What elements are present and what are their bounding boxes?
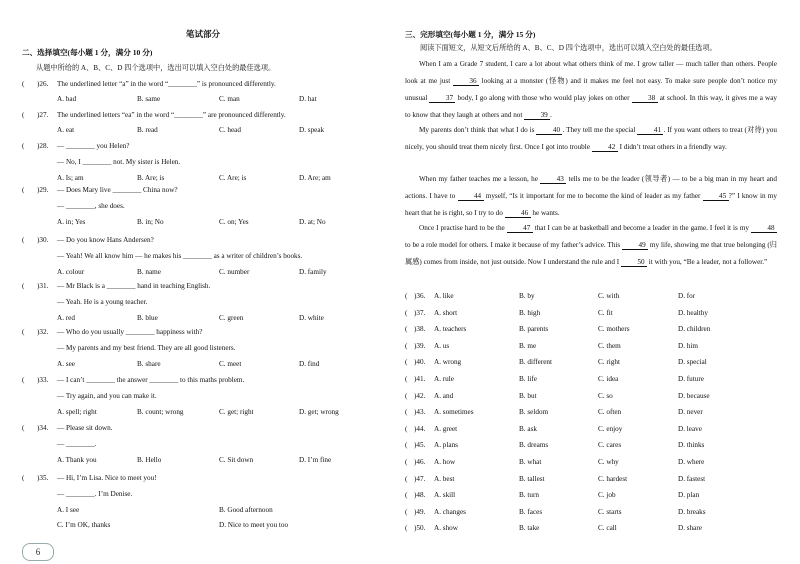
question-number: )26. <box>37 80 49 88</box>
question-number: )45. <box>414 441 426 449</box>
answer-paren[interactable]: ( <box>405 425 408 433</box>
option-a[interactable]: A. I see <box>57 506 80 514</box>
option-b[interactable]: B. me <box>519 342 537 350</box>
option-c[interactable]: C. hardest <box>598 475 628 483</box>
option-b[interactable]: B. count; wrong <box>137 408 184 416</box>
cloze-paragraph-2: My parents don’t think that what I do is 40 . They tell me the special 41 . If you want others to treat (对待) you nicely, you should treat them nicely first. Once I got into trouble 42 I didn’t treat others in a friendly way. <box>405 126 777 151</box>
question-number: )38. <box>414 325 426 333</box>
answer-paren[interactable]: ( <box>405 408 408 416</box>
option-b[interactable]: B. read <box>137 126 158 134</box>
question-number: )29. <box>37 186 49 194</box>
option-c[interactable]: C. Sit down <box>219 456 254 464</box>
answer-paren[interactable]: ( <box>405 458 408 466</box>
question-number: )46. <box>414 458 426 466</box>
question-stem-line2: — ________, she does. <box>57 202 125 210</box>
question-stem: The underlined letter “a” in the word “________” is pronounced differently. <box>57 80 276 88</box>
question-stem: — ________ you Helen? <box>57 142 130 150</box>
option-c[interactable]: C. why <box>598 458 619 466</box>
option-a[interactable]: A. sometimes <box>434 408 474 416</box>
option-d[interactable]: D. hat <box>299 95 317 103</box>
option-c[interactable]: C. man <box>219 95 240 103</box>
option-d[interactable]: D. healthy <box>678 309 708 317</box>
option-d[interactable]: D. breaks <box>678 508 706 516</box>
question-stem: — Hi, I’m Lisa. Nice to meet you! <box>57 474 157 482</box>
question-stem-line2: — No, I ________ not. My sister is Helen. <box>57 158 181 166</box>
option-d[interactable]: D. get; wrong <box>299 408 339 416</box>
option-d[interactable]: D. speak <box>299 126 325 134</box>
option-d[interactable]: D. Are; am <box>299 174 331 182</box>
question-stem: — Do you know Hans Andersen? <box>57 236 154 244</box>
option-a[interactable]: A. see <box>57 360 75 368</box>
question-number: )40. <box>414 358 426 366</box>
question-number: )28. <box>37 142 49 150</box>
answer-paren[interactable]: ( <box>22 111 25 119</box>
cloze-blank[interactable]: 42 <box>592 144 618 152</box>
question-stem: The underlined letters “ea” in the word “________” are pronounced differently. <box>57 111 286 119</box>
cloze-blank[interactable]: 39 <box>524 112 550 120</box>
question-stem-line2: — Yeah. He is a young teacher. <box>57 298 148 306</box>
question-number: )42. <box>414 392 426 400</box>
option-c[interactable]: C. often <box>598 408 622 416</box>
option-d[interactable]: D. family <box>299 268 327 276</box>
cloze-blank[interactable]: 36 <box>453 78 479 86</box>
option-a[interactable]: A. changes <box>434 508 466 516</box>
option-a[interactable]: A. best <box>434 475 455 483</box>
option-c[interactable]: C. call <box>598 524 617 532</box>
answer-paren[interactable]: ( <box>405 358 408 366</box>
option-a[interactable]: A. wrong <box>434 358 462 366</box>
section-heading-choice: 二、选择填空(每小题 1 分，满分 10 分) <box>22 48 153 57</box>
cloze-blank[interactable]: 47 <box>507 225 533 233</box>
answer-paren[interactable]: ( <box>22 282 25 290</box>
answer-paren[interactable]: ( <box>22 186 25 194</box>
cloze-paragraph-1: When I am a Grade 7 student, I care a lot about what others think of me. I grow taller — much taller than others. People look at me just 36 looking at a monster (怪物) and it makes me feel not easy. To make sure people don’t notice my unusual 37 body, I go along with those who would play jokes on other 38 at school. In this way, it gives me a way to know that they laugh at others and not 39 . <box>405 60 777 119</box>
option-d[interactable]: D. share <box>678 524 702 532</box>
option-a[interactable]: A. teachers <box>434 325 467 333</box>
cloze-paragraph-3: When my father teaches me a lesson, he 43 tells me to be the leader (领导者) — to be a big man in my heart and actions. I have to 44 myself, “Is it important for me to become the kind of leader as my father 45 ?” I know in my heart that he is right, so I try to do 46 he wants. <box>405 175 777 217</box>
option-a[interactable]: A. rule <box>434 375 454 383</box>
option-c[interactable]: C. cares <box>598 441 622 449</box>
option-a[interactable]: A. skill <box>434 491 456 499</box>
question-number: )31. <box>37 282 49 290</box>
question-number: )41. <box>414 375 426 383</box>
option-b[interactable]: B. Hello <box>137 456 162 464</box>
option-c[interactable]: C. them <box>598 342 621 350</box>
option-d[interactable]: D. I’m fine <box>299 456 332 464</box>
answer-paren[interactable]: ( <box>405 491 408 499</box>
option-d[interactable]: D. white <box>299 314 324 322</box>
answer-paren[interactable]: ( <box>405 342 408 350</box>
question-number: )30. <box>37 236 49 244</box>
answer-paren[interactable]: ( <box>405 325 408 333</box>
option-b[interactable]: B. share <box>137 360 161 368</box>
page-number: 6 <box>22 543 54 561</box>
question-number: )36. <box>414 292 426 300</box>
option-a[interactable]: A. show <box>434 524 458 532</box>
option-a[interactable]: A. in; Yes <box>57 218 86 226</box>
page-title: 笔试部分 <box>186 29 221 39</box>
option-c[interactable]: C. mothers <box>598 325 630 333</box>
option-b[interactable]: B. dreams <box>519 441 549 449</box>
option-d[interactable]: D. Nice to meet you too <box>219 521 289 529</box>
option-d[interactable]: D. thinks <box>678 441 705 449</box>
question-number: )48. <box>414 491 426 499</box>
option-d[interactable]: D. never <box>678 408 703 416</box>
cloze-blank[interactable]: 40 <box>536 127 562 135</box>
question-stem-line2: — Try again, and you can make it. <box>57 392 157 400</box>
cloze-blank[interactable]: 43 <box>540 176 566 184</box>
option-d[interactable]: D. leave <box>678 425 702 433</box>
option-d[interactable]: D. at; No <box>299 218 326 226</box>
option-a[interactable]: A. Is; am <box>57 174 84 182</box>
option-b[interactable]: B. in; No <box>137 218 164 226</box>
option-c[interactable]: C. meet <box>219 360 242 368</box>
answer-paren[interactable]: ( <box>405 475 408 483</box>
cloze-paragraph-4: Once I practise hard to be the 47 that I can be at basketball and become a leader in the game. I feel it is my 48 to be a role model for others. I make it because of my father’s advice. This 49 my life, showing me that true belonging (归属感) comes from inside, not just outside. Now I understand the rule and I 50 it with you, “Be a leader, not a follower.” <box>405 224 777 266</box>
cloze-blank[interactable]: 44 <box>458 193 484 201</box>
option-d[interactable]: D. for <box>678 292 696 300</box>
answer-paren[interactable]: ( <box>22 424 25 432</box>
answer-paren[interactable]: ( <box>405 309 408 317</box>
option-b[interactable]: B. tallest <box>519 475 545 483</box>
option-c[interactable]: C. starts <box>598 508 622 516</box>
question-number: )49. <box>414 508 426 516</box>
answer-paren[interactable]: ( <box>22 142 25 150</box>
option-d[interactable]: D. fastest <box>678 475 706 483</box>
question-number: )47. <box>414 475 426 483</box>
answer-paren[interactable]: ( <box>22 328 25 336</box>
option-b[interactable]: B. but <box>519 392 537 400</box>
option-c[interactable]: C. I’m OK, thanks <box>57 521 111 529</box>
question-number: )50. <box>414 524 426 532</box>
section-instruction: 从题中所给的 A、B、C、D 四个选项中，选出可以填入空白处的最佳选项。 <box>36 64 276 72</box>
option-a[interactable]: A. spell; right <box>57 408 97 416</box>
option-d[interactable]: D. find <box>299 360 320 368</box>
option-c[interactable]: C. Are; is <box>219 174 247 182</box>
section-heading-cloze: 三、完形填空(每小题 1 分，满分 15 分) <box>405 30 536 39</box>
cloze-blank[interactable]: 50 <box>621 259 647 267</box>
question-number: )35. <box>37 474 49 482</box>
question-stem: — Who do you usually ________ happiness with? <box>57 328 203 336</box>
question-stem-line2: — My parents and my best friend. They are all good listeners. <box>57 344 236 352</box>
cloze-blank[interactable]: 37 <box>429 95 455 103</box>
answer-paren[interactable]: ( <box>22 80 25 88</box>
option-b[interactable]: B. turn <box>519 491 539 499</box>
cloze-blank[interactable]: 45 <box>703 193 729 201</box>
answer-paren[interactable]: ( <box>405 392 408 400</box>
option-a[interactable]: A. short <box>434 309 458 317</box>
question-stem: — Please sit down. <box>57 424 113 432</box>
option-c[interactable]: C. get; right <box>219 408 254 416</box>
option-b[interactable]: B. name <box>137 268 161 276</box>
option-b[interactable]: B. parents <box>519 325 549 333</box>
option-a[interactable]: A. colour <box>57 268 85 276</box>
option-c[interactable]: C. number <box>219 268 250 276</box>
answer-paren[interactable]: ( <box>405 508 408 516</box>
option-d[interactable]: D. special <box>678 358 707 366</box>
option-a[interactable]: A. red <box>57 314 75 322</box>
answer-paren[interactable]: ( <box>405 524 408 532</box>
question-stem-line2: — ________. I’m Denise. <box>57 490 133 498</box>
option-b[interactable]: B. Good afternoon <box>219 506 273 514</box>
option-b[interactable]: B. faces <box>519 508 543 516</box>
cloze-blank[interactable]: 46 <box>505 210 531 218</box>
cloze-blank[interactable]: 48 <box>751 225 777 233</box>
question-stem: — I can’t ________ the answer ________ to this maths problem. <box>57 376 245 384</box>
option-d[interactable]: D. plan <box>678 491 700 499</box>
option-b[interactable]: B. same <box>137 95 161 103</box>
question-number: )43. <box>414 408 426 416</box>
cloze-blank[interactable]: 49 <box>622 242 648 250</box>
option-a[interactable]: A. Thank you <box>57 456 97 464</box>
option-a[interactable]: A. greet <box>434 425 458 433</box>
cloze-instruction: 阅读下面短文，从短文后所给的 A、B、C、D 四个选项中，选出可以填入空白处的最佳选项。 <box>420 44 717 52</box>
question-number: )27. <box>37 111 49 119</box>
option-b[interactable]: B. by <box>519 292 535 300</box>
option-c[interactable]: C. job <box>598 491 616 499</box>
option-c[interactable]: C. enjoy <box>598 425 623 433</box>
answer-paren[interactable]: ( <box>22 376 25 384</box>
answer-paren[interactable]: ( <box>405 292 408 300</box>
option-a[interactable]: A. and <box>434 392 454 400</box>
question-stem-line2: — Yeah! We all know him — he makes his ________ as a writer of children’s books. <box>57 252 303 260</box>
option-b[interactable]: B. life <box>519 375 537 383</box>
option-c[interactable]: C. right <box>598 358 620 366</box>
option-a[interactable]: A. us <box>434 342 450 350</box>
option-c[interactable]: C. head <box>219 126 241 134</box>
option-b[interactable]: B. different <box>519 358 552 366</box>
option-b[interactable]: B. take <box>519 524 540 532</box>
question-number: )37. <box>414 309 426 317</box>
option-a[interactable]: A. like <box>434 292 454 300</box>
option-c[interactable]: C. so <box>598 392 613 400</box>
option-c[interactable]: C. green <box>219 314 244 322</box>
option-b[interactable]: B. Are; is <box>137 174 165 182</box>
question-stem: — Mr Black is a ________ hand in teaching English. <box>57 282 211 290</box>
option-c[interactable]: C. on; Yes <box>219 218 249 226</box>
option-b[interactable]: B. what <box>519 458 542 466</box>
question-number: )32. <box>37 328 49 336</box>
question-stem: — Does Mary live ________ China now? <box>57 186 178 194</box>
cloze-blank[interactable]: 41 <box>637 127 663 135</box>
option-b[interactable]: B. ask <box>519 425 537 433</box>
answer-paren[interactable]: ( <box>22 474 25 482</box>
question-stem-line2: — ________. <box>57 440 97 448</box>
cloze-blank[interactable]: 38 <box>632 95 658 103</box>
option-a[interactable]: A. how <box>434 458 456 466</box>
option-d[interactable]: D. where <box>678 458 705 466</box>
option-a[interactable]: A. eat <box>57 126 75 134</box>
option-a[interactable]: A. plans <box>434 441 458 449</box>
answer-paren[interactable]: ( <box>22 236 25 244</box>
question-number: )34. <box>37 424 49 432</box>
option-b[interactable]: B. high <box>519 309 541 317</box>
option-c[interactable]: C. idea <box>598 375 619 383</box>
option-b[interactable]: B. blue <box>137 314 158 322</box>
option-d[interactable]: D. him <box>678 342 698 350</box>
answer-paren[interactable]: ( <box>405 441 408 449</box>
option-c[interactable]: C. fit <box>598 309 613 317</box>
answer-paren[interactable]: ( <box>405 375 408 383</box>
option-d[interactable]: D. future <box>678 375 704 383</box>
question-number: )39. <box>414 342 426 350</box>
question-number: )44. <box>414 425 426 433</box>
option-d[interactable]: D. children <box>678 325 711 333</box>
option-d[interactable]: D. because <box>678 392 710 400</box>
option-b[interactable]: B. seldom <box>519 408 549 416</box>
option-a[interactable]: A. bad <box>57 95 77 103</box>
option-c[interactable]: C. with <box>598 292 620 300</box>
question-number: )33. <box>37 376 49 384</box>
